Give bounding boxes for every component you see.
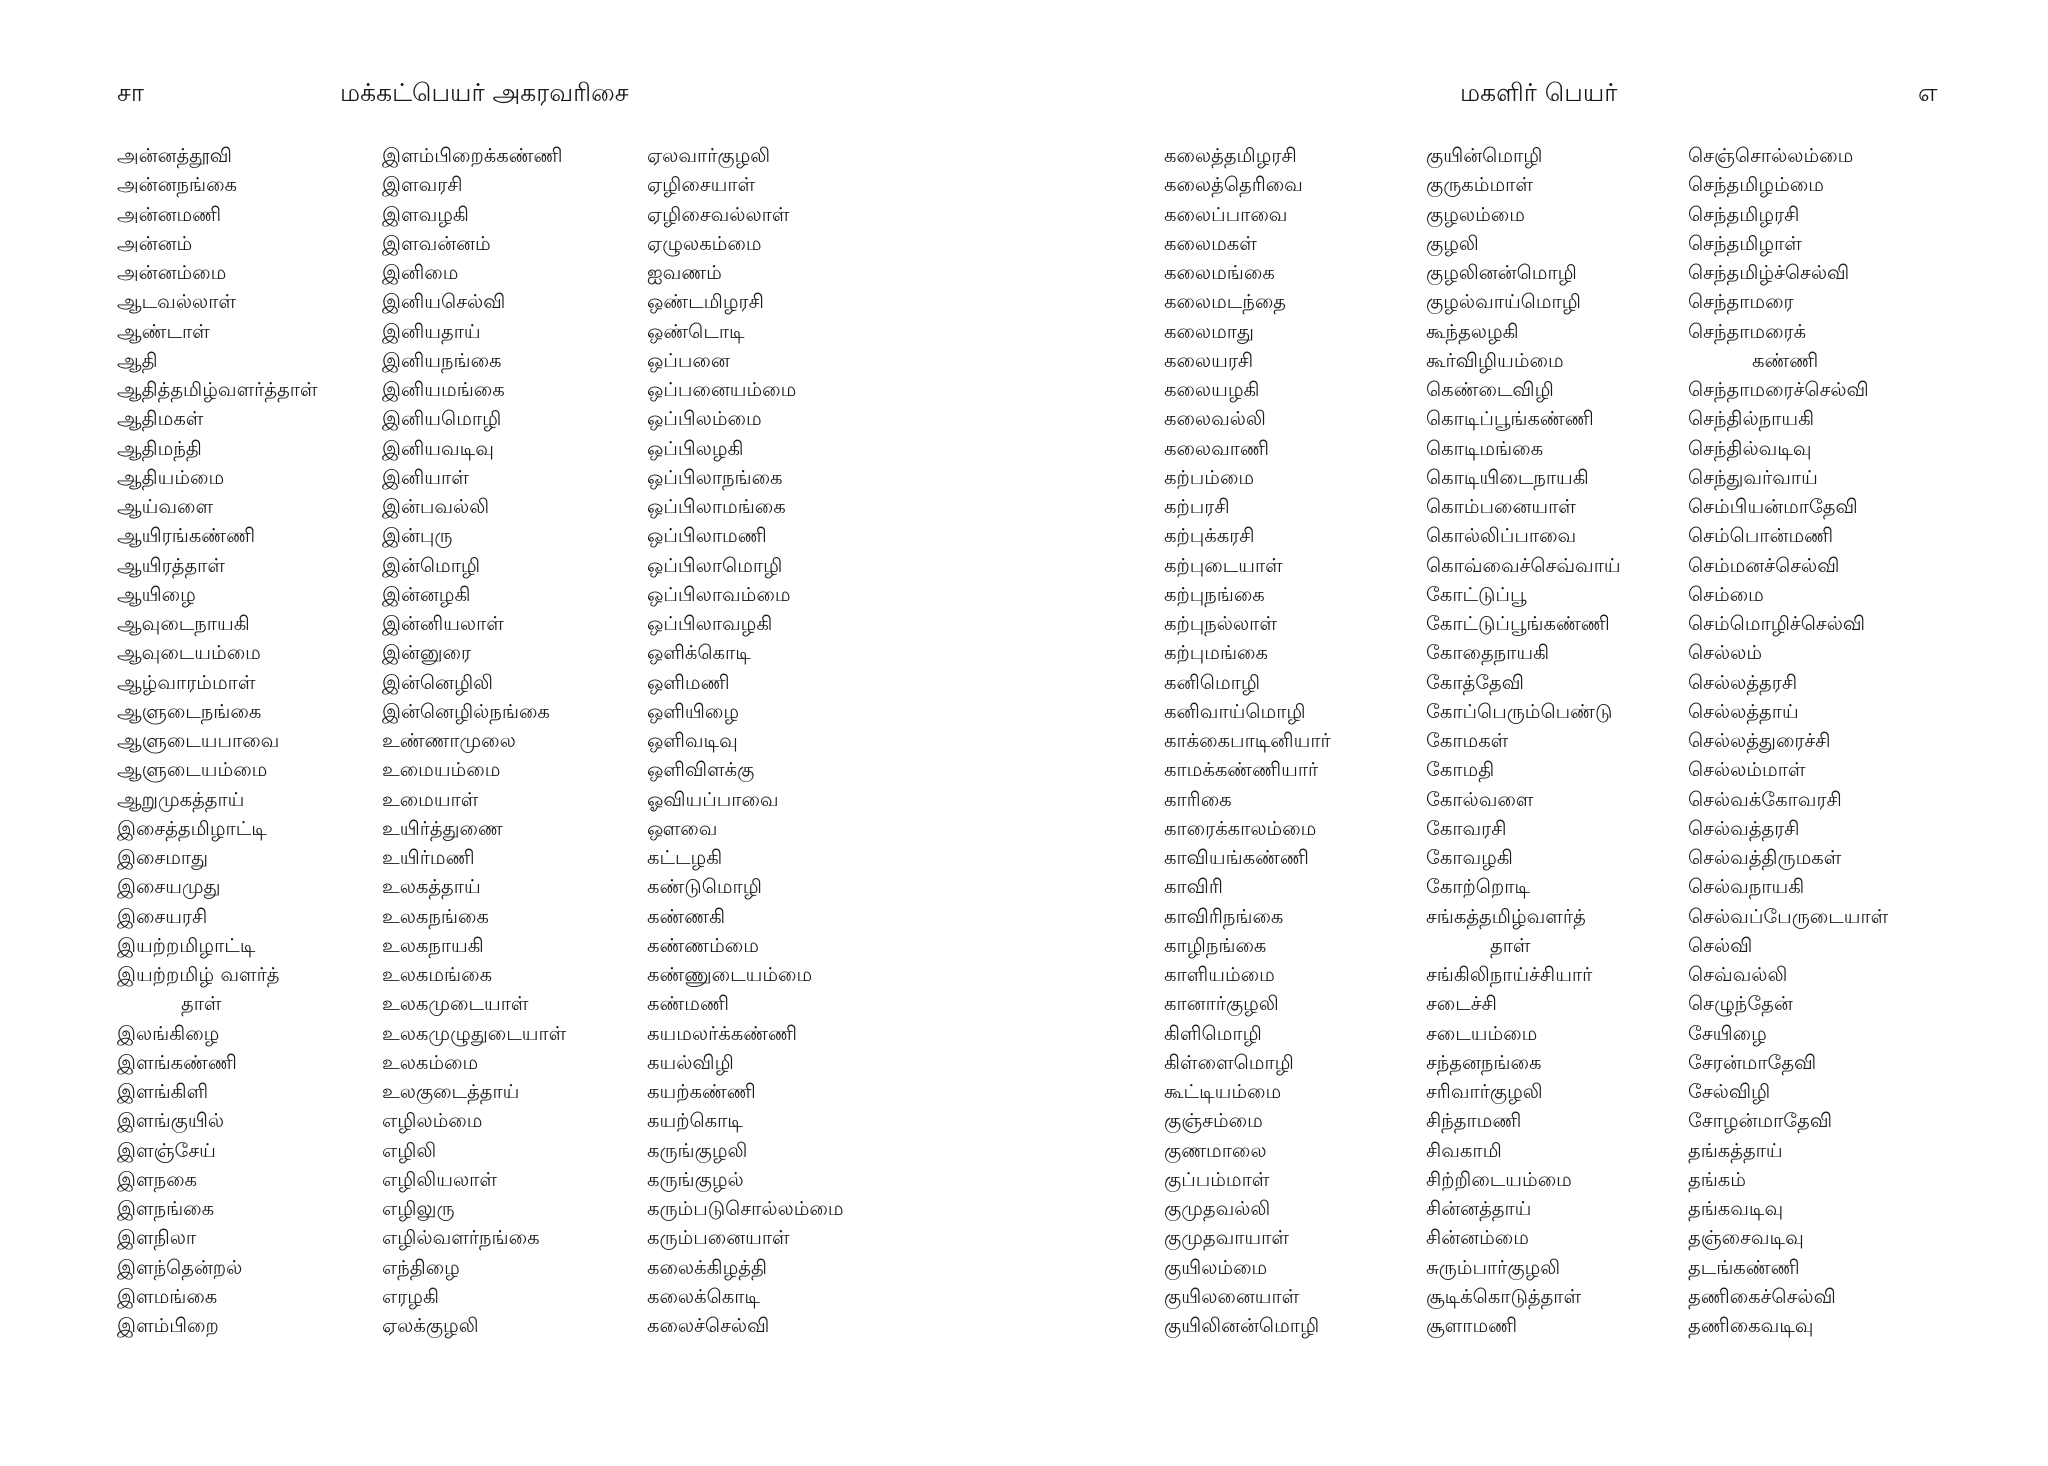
- name-entry: கோமதி: [1426, 758, 1495, 782]
- name-entry: இன்பவல்லி: [382, 495, 490, 518]
- name-entry: கோவரசி: [1426, 816, 1507, 840]
- name-entry: ஏழிசைவல்லாள்: [647, 202, 790, 226]
- name-entry: உலகத்தாய்: [382, 875, 481, 899]
- name-entry: ஒப்பிலாமங்கை: [647, 495, 786, 518]
- name-entry: குமுதவாயாள்: [1164, 1226, 1289, 1250]
- name-entry: கானார்குழலி: [1164, 992, 1279, 1016]
- name-entry: ஆயிரத்தாள்: [117, 553, 225, 577]
- name-entry: தணிகைச்செல்வி: [1688, 1284, 1836, 1308]
- name-entry: செல்லம்: [1688, 641, 1763, 665]
- name-entry: சேல்விழி: [1688, 1080, 1771, 1103]
- page-number: எ: [1918, 78, 1938, 107]
- name-entry: கற்பரசி: [1164, 495, 1230, 518]
- name-entry: செந்தமிழம்மை: [1688, 173, 1824, 197]
- name-entry: ஆதிமந்தி: [117, 436, 202, 460]
- name-entry: கலைத்தமிழரசி: [1164, 144, 1297, 167]
- name-entry: ஏலவார்குழலி: [647, 144, 771, 167]
- name-entry: குஞ்சம்மை: [1164, 1109, 1263, 1133]
- name-entry: காளியம்மை: [1164, 963, 1275, 986]
- name-entry: கனிவாய்மொழி: [1164, 699, 1306, 723]
- name-entry: இளம்பிறை: [117, 1314, 219, 1337]
- name-entry: இனியாள்: [382, 465, 469, 489]
- name-entry: கயற்கொடி: [647, 1109, 743, 1133]
- name-entry: இன்புரு: [382, 524, 453, 548]
- name-entry: கலைத்தெரிவை: [1164, 173, 1303, 197]
- name-entry: எரழகி: [382, 1284, 439, 1308]
- name-entry: எழிலுரு: [382, 1197, 455, 1220]
- name-entry: உலகநங்கை: [382, 904, 489, 928]
- name-entry: சடைச்சி: [1426, 992, 1497, 1016]
- name-entry: கோமகள்: [1426, 729, 1509, 752]
- name-entry: ஒளிக்கொடி: [647, 641, 751, 665]
- name-column: [1426, 141, 1621, 1340]
- name-entry: கோதைநாயகி: [1426, 641, 1550, 665]
- name-entry: செவ்வல்லி: [1688, 963, 1788, 986]
- name-entry: கலைக்கிழத்தி: [647, 1255, 767, 1279]
- name-entry: கலைவல்லி: [1164, 407, 1266, 431]
- name-entry: ஆழ்வாரம்மாள்: [117, 670, 256, 694]
- name-entry: ஒப்பனையம்மை: [647, 378, 797, 401]
- name-entry: ஆளுடையம்மை: [117, 758, 268, 782]
- page-title: மக்கட்பெயர் அகரவரிசை: [340, 78, 629, 107]
- name-entry: கற்புக்கரசி: [1164, 524, 1255, 548]
- name-entry: காவியங்கண்ணி: [1164, 846, 1309, 869]
- name-entry: ஆதியம்மை: [117, 465, 225, 489]
- name-entry: அன்னத்தூவி: [117, 144, 232, 167]
- name-entry: கெண்டைவிழி: [1426, 378, 1554, 401]
- name-entry: கூட்டியம்மை: [1164, 1080, 1282, 1103]
- name-entry: உலகமுடையாள்: [382, 992, 529, 1016]
- name-entry: சுரும்பார்குழலி: [1426, 1255, 1561, 1279]
- name-entry: இசைத்தமிழாட்டி: [117, 816, 267, 840]
- name-entry: உலகுடைத்தாய்: [382, 1080, 520, 1103]
- name-entry: செம்மொழிச்செல்வி: [1688, 612, 1866, 635]
- name-entry: கொடிப்பூங்கண்ணி: [1426, 407, 1594, 431]
- name-entry: இன்னெழில்நங்கை: [382, 699, 550, 723]
- name-entry: செல்வி: [1688, 933, 1753, 957]
- name-entry: குழலி: [1426, 231, 1479, 255]
- name-entry: ஒண்டொடி: [647, 319, 745, 343]
- name-entry: செம்பியன்மாதேவி: [1688, 495, 1858, 518]
- name-entry: கரும்பனையாள்: [647, 1226, 790, 1250]
- name-entry: ஒளியிழை: [647, 699, 740, 723]
- name-entry: செந்தாமரை: [1688, 290, 1794, 314]
- name-entry: இனிமை: [382, 261, 459, 284]
- name-entry: செந்தாமரைக்: [1688, 319, 1807, 343]
- name-entry: செந்தமிழ்ச்செல்வி: [1688, 261, 1850, 284]
- name-entry: கோப்பெரும்பெண்டு: [1426, 699, 1613, 723]
- name-entry: எழிலம்மை: [382, 1109, 483, 1133]
- name-entry: உலகம்மை: [382, 1050, 479, 1074]
- name-entry: கற்புநல்லாள்: [1164, 612, 1277, 635]
- name-entry: ஒப்பிலம்மை: [647, 407, 762, 431]
- name-entry: கருங்குழலி: [647, 1138, 748, 1162]
- name-entry: இளம்பிறைக்கண்ணி: [382, 144, 563, 167]
- name-entry: இளங்கிளி: [117, 1080, 209, 1103]
- name-entry: கோவழகி: [1426, 846, 1513, 869]
- name-entry: இளநகை: [117, 1167, 197, 1191]
- name-entry: குழல்வாய்மொழி: [1426, 290, 1581, 314]
- name-entry: கொடிமங்கை: [1426, 436, 1544, 460]
- name-entry: ஆயிரங்கண்ணி: [117, 524, 256, 548]
- name-entry: கோட்டுப்பூ: [1426, 582, 1527, 606]
- name-entry: கண்டுமொழி: [647, 875, 762, 899]
- name-entry: கருங்குழல்: [647, 1167, 744, 1191]
- name-entry: எழிலியலாள்: [382, 1167, 497, 1191]
- name-entry: இன்னெழிலி: [382, 670, 494, 694]
- name-entry: ஒளிமணி: [647, 670, 730, 694]
- name-entry: இளங்கண்ணி: [117, 1050, 237, 1074]
- name-entry: உலகமுழுதுடையாள்: [382, 1021, 567, 1045]
- name-entry: இளங்குயில்: [117, 1109, 225, 1133]
- name-entry: செழுந்தேன்: [1688, 992, 1793, 1016]
- name-entry: இலங்கிழை: [117, 1021, 220, 1045]
- name-entry: இனியதாய்: [382, 319, 481, 343]
- name-entry: கண்மணி: [647, 992, 729, 1016]
- name-entry: கண்ணுடையம்மை: [647, 963, 813, 986]
- name-entry: இன்னுரை: [382, 641, 472, 665]
- name-column: [647, 141, 844, 1340]
- name-entry: கொம்பனையாள்: [1426, 495, 1576, 518]
- name-entry: இளஞ்சேய்: [117, 1138, 216, 1162]
- name-entry: தணிகைவடிவு: [1688, 1314, 1814, 1337]
- name-entry: காக்கைபாடினியார்: [1164, 729, 1331, 752]
- name-entry: குழலம்மை: [1426, 202, 1525, 226]
- name-entry: சேரன்மாதேவி: [1688, 1050, 1817, 1074]
- name-entry: செந்தில்நாயகி: [1688, 407, 1815, 431]
- name-entry: சிவகாமி: [1426, 1138, 1502, 1162]
- name-entry: சின்னத்தாய்: [1426, 1197, 1532, 1220]
- name-entry: ஒளிவிளக்கு: [647, 758, 755, 782]
- name-entry: செந்தமிழாள்: [1688, 231, 1802, 255]
- name-entry: இளமங்கை: [117, 1284, 218, 1308]
- name-entry: கலைமாது: [1164, 319, 1254, 343]
- name-entry: உயிர்மணி: [382, 846, 475, 869]
- name-entry: செல்லத்துரைச்சி: [1688, 729, 1831, 752]
- right-page: [1024, 0, 2048, 1466]
- name-entry: கலைக்கொடி: [647, 1284, 760, 1308]
- name-entry: குமுதவல்லி: [1164, 1197, 1271, 1220]
- name-entry: ஆடவல்லாள்: [117, 290, 236, 314]
- name-entry: குயிலம்மை: [1164, 1255, 1268, 1279]
- name-entry: இனியமொழி: [382, 407, 502, 431]
- name-entry: இனியநங்கை: [382, 348, 502, 372]
- name-entry: ஆதித்தமிழ்வளர்த்தாள்: [117, 378, 318, 401]
- name-entry: கொடியிடைநாயகி: [1426, 465, 1589, 489]
- name-entry: ஒண்டமிழரசி: [647, 290, 764, 314]
- name-entry: ஆளுடையபாவை: [117, 729, 280, 752]
- name-entry: தங்கம்: [1688, 1167, 1746, 1191]
- name-column: [1688, 141, 1888, 1340]
- name-entry: ஐவணம்: [647, 261, 722, 284]
- name-entry: சிற்றிடையம்மை: [1426, 1167, 1572, 1191]
- name-entry: செல்லத்தரசி: [1688, 670, 1798, 694]
- name-entry: எந்திழை: [382, 1255, 460, 1279]
- name-entry: இன்மொழி: [382, 553, 481, 577]
- name-entry: செந்துவர்வாய்: [1688, 465, 1818, 489]
- name-entry: கரும்படுசொல்லம்மை: [647, 1197, 844, 1220]
- name-entry: இனியசெல்வி: [382, 290, 506, 314]
- name-entry: கயல்விழி: [647, 1050, 734, 1074]
- name-entry: இளநிலா: [117, 1226, 197, 1250]
- name-entry: ஒப்பிலாநங்கை: [647, 465, 783, 489]
- name-entry: கலைச்செல்வி: [647, 1314, 770, 1337]
- name-entry: குருகம்மாள்: [1426, 173, 1533, 197]
- name-column: [1164, 141, 1331, 1340]
- name-entry: உமையாள்: [382, 787, 479, 811]
- name-entry: சங்கிலிநாய்ச்சியார்: [1426, 963, 1593, 986]
- name-entry: அன்னநங்கை: [117, 173, 238, 197]
- name-entry: கலைவாணி: [1164, 436, 1269, 460]
- name-entry: செம்மனச்செல்வி: [1688, 553, 1840, 577]
- name-entry: கட்டழகி: [647, 846, 723, 869]
- name-entry: ஆயிழை: [117, 582, 196, 606]
- name-entry: சிந்தாமணி: [1426, 1109, 1522, 1133]
- name-entry: காழிநங்கை: [1164, 933, 1267, 957]
- name-entry: கோட்டுப்பூங்கண்ணி: [1426, 612, 1610, 635]
- name-entry: செந்தாமரைச்செல்வி: [1688, 378, 1869, 401]
- name-entry: இசைமாது: [117, 846, 209, 869]
- name-entry: கலைமடந்தை: [1164, 290, 1286, 314]
- name-entry: கண்ணி: [1752, 348, 1819, 372]
- name-entry: தங்கவடிவு: [1688, 1197, 1784, 1220]
- name-entry: காரிகை: [1164, 787, 1232, 811]
- name-entry: இனியமங்கை: [382, 378, 505, 401]
- name-entry: ஒப்பிலாவம்மை: [647, 582, 791, 606]
- name-entry: சடையம்மை: [1426, 1021, 1538, 1045]
- name-entry: கலையரசி: [1164, 348, 1254, 372]
- name-entry: தங்கத்தாய்: [1688, 1138, 1783, 1162]
- name-entry: ஆதி: [117, 348, 158, 372]
- name-entry: கோற்றொடி: [1426, 875, 1530, 899]
- name-entry: கற்புமங்கை: [1164, 641, 1268, 665]
- name-entry: இசையமுது: [117, 875, 221, 899]
- name-entry: இளவரசி: [382, 173, 463, 197]
- name-entry: கனிமொழி: [1164, 670, 1261, 694]
- name-entry: அன்னமணி: [117, 202, 222, 226]
- name-entry: செல்வநாயகி: [1688, 875, 1805, 899]
- name-entry: உமையம்மை: [382, 758, 501, 782]
- name-entry: கோல்வளை: [1426, 787, 1534, 811]
- name-entry: உண்ணாமுலை: [382, 729, 516, 752]
- name-entry: செல்வத்திருமகள்: [1688, 846, 1842, 869]
- name-entry: செல்லம்மாள்: [1688, 758, 1806, 782]
- name-entry: ஔவை: [647, 816, 718, 840]
- name-entry: காவிரி: [1164, 875, 1223, 899]
- name-entry: குணமாலை: [1164, 1138, 1267, 1162]
- name-entry: ஒப்பிலாவழகி: [647, 612, 773, 635]
- name-entry: கூந்தலழகி: [1426, 319, 1519, 343]
- name-entry: இனியவடிவு: [382, 436, 494, 460]
- name-entry: சோழன்மாதேவி: [1688, 1109, 1833, 1133]
- name-entry: கற்பம்மை: [1164, 465, 1255, 489]
- name-entry: ஏழுலகம்மை: [647, 231, 762, 255]
- name-entry: கிள்ளைமொழி: [1164, 1050, 1294, 1074]
- name-entry: செந்தமிழரசி: [1688, 202, 1800, 226]
- name-entry: ஒளிவடிவு: [647, 729, 738, 752]
- name-entry: அன்னம்: [117, 231, 193, 255]
- name-entry: எழிலி: [382, 1138, 437, 1162]
- name-entry: உலகமங்கை: [382, 963, 493, 986]
- name-entry: தாள்: [181, 992, 222, 1016]
- name-entry: கற்புடையாள்: [1164, 553, 1283, 577]
- name-entry: ஆண்டாள்: [117, 319, 210, 343]
- name-entry: ஆறுமுகத்தாய்: [117, 787, 245, 811]
- name-entry: ஆவுடைநாயகி: [117, 612, 250, 635]
- name-entry: கிளிமொழி: [1164, 1021, 1262, 1045]
- name-entry: சின்னம்மை: [1426, 1226, 1529, 1250]
- name-entry: குயிலனையாள்: [1164, 1284, 1300, 1308]
- name-entry: ஆய்வளை: [117, 495, 214, 518]
- name-entry: செல்லத்தாய்: [1688, 699, 1799, 723]
- name-column: [117, 141, 318, 1340]
- name-entry: தாள்: [1490, 933, 1531, 957]
- name-column: [382, 141, 566, 1340]
- name-entry: கொவ்வைச்செவ்வாய்: [1426, 553, 1621, 577]
- page-number: சா: [117, 78, 144, 107]
- name-entry: கலைமகள்: [1164, 231, 1257, 255]
- page-title: மகளிர் பெயர்: [1460, 78, 1618, 107]
- name-entry: இளநங்கை: [117, 1197, 215, 1220]
- name-entry: செஞ்சொல்லம்மை: [1688, 144, 1854, 167]
- name-entry: இயற்றமிழ் வளர்த்: [117, 963, 280, 986]
- name-entry: ஒப்பிலாமொழி: [647, 553, 783, 577]
- name-entry: ஓவியப்பாவை: [647, 787, 779, 811]
- name-entry: ஆளுடைநங்கை: [117, 699, 262, 723]
- name-entry: சூளாமணி: [1426, 1314, 1518, 1337]
- name-entry: ஆதிமகள்: [117, 407, 204, 431]
- name-entry: கயமலர்க்கண்ணி: [647, 1021, 798, 1045]
- name-entry: ஒப்பிலாமணி: [647, 524, 767, 548]
- name-entry: ஆவுடையம்மை: [117, 641, 261, 665]
- name-entry: செம்மை: [1688, 582, 1764, 606]
- name-entry: செந்தில்வடிவு: [1688, 436, 1812, 460]
- name-entry: உயிர்த்துணை: [382, 816, 503, 840]
- name-entry: அன்னம்மை: [117, 261, 227, 284]
- name-entry: சூடிக்கொடுத்தாள்: [1426, 1284, 1582, 1308]
- name-entry: ஒப்பிலழகி: [647, 436, 744, 460]
- name-entry: கயற்கண்ணி: [647, 1080, 756, 1103]
- name-entry: குயின்மொழி: [1426, 144, 1543, 167]
- name-entry: கலைமங்கை: [1164, 261, 1275, 284]
- name-entry: ஏழிசையாள்: [647, 173, 756, 197]
- name-entry: தடங்கண்ணி: [1688, 1255, 1800, 1279]
- name-entry: ஒப்பனை: [647, 348, 730, 372]
- name-entry: சந்தனநங்கை: [1426, 1050, 1542, 1074]
- name-entry: சேயிழை: [1688, 1021, 1767, 1045]
- name-entry: காமக்கண்ணியார்: [1164, 758, 1319, 782]
- name-entry: சங்கத்தமிழ்வளர்த்: [1426, 904, 1586, 928]
- name-entry: கலையழகி: [1164, 378, 1260, 401]
- name-entry: செல்வப்பேருடையாள்: [1688, 904, 1889, 928]
- name-entry: செம்பொன்மணி: [1688, 524, 1834, 548]
- name-entry: கண்ணகி: [647, 904, 726, 928]
- name-entry: கண்ணம்மை: [647, 933, 759, 957]
- name-entry: உலகநாயகி: [382, 933, 484, 957]
- name-entry: கற்புநங்கை: [1164, 582, 1265, 606]
- name-entry: செல்வக்கோவரசி: [1688, 787, 1842, 811]
- name-entry: இளந்தென்றல்: [117, 1255, 243, 1279]
- name-entry: தஞ்சைவடிவு: [1688, 1226, 1804, 1250]
- name-entry: கூர்விழியம்மை: [1426, 348, 1564, 372]
- name-entry: கொல்லிப்பாவை: [1426, 524, 1577, 548]
- name-entry: எழில்வளர்நங்கை: [382, 1226, 540, 1250]
- name-entry: இன்னியலாள்: [382, 612, 504, 635]
- name-entry: செல்வத்தரசி: [1688, 816, 1800, 840]
- name-entry: கோத்தேவி: [1426, 670, 1524, 694]
- name-entry: குப்பம்மாள்: [1164, 1167, 1270, 1191]
- name-entry: ஏலக்குழலி: [382, 1314, 479, 1337]
- name-entry: கலைப்பாவை: [1164, 202, 1288, 226]
- name-entry: இன்னழகி: [382, 582, 471, 606]
- name-entry: இளவன்னம்: [382, 231, 491, 255]
- name-entry: காவிரிநங்கை: [1164, 904, 1284, 928]
- name-entry: இசையரசி: [117, 904, 208, 928]
- name-entry: இளவழகி: [382, 202, 469, 226]
- name-entry: இயற்றமிழாட்டி: [117, 933, 256, 957]
- name-entry: குயிலினன்மொழி: [1164, 1314, 1320, 1337]
- name-entry: குழலினன்மொழி: [1426, 261, 1577, 284]
- name-entry: காரைக்காலம்மை: [1164, 816, 1317, 840]
- name-entry: சரிவார்குழலி: [1426, 1080, 1543, 1103]
